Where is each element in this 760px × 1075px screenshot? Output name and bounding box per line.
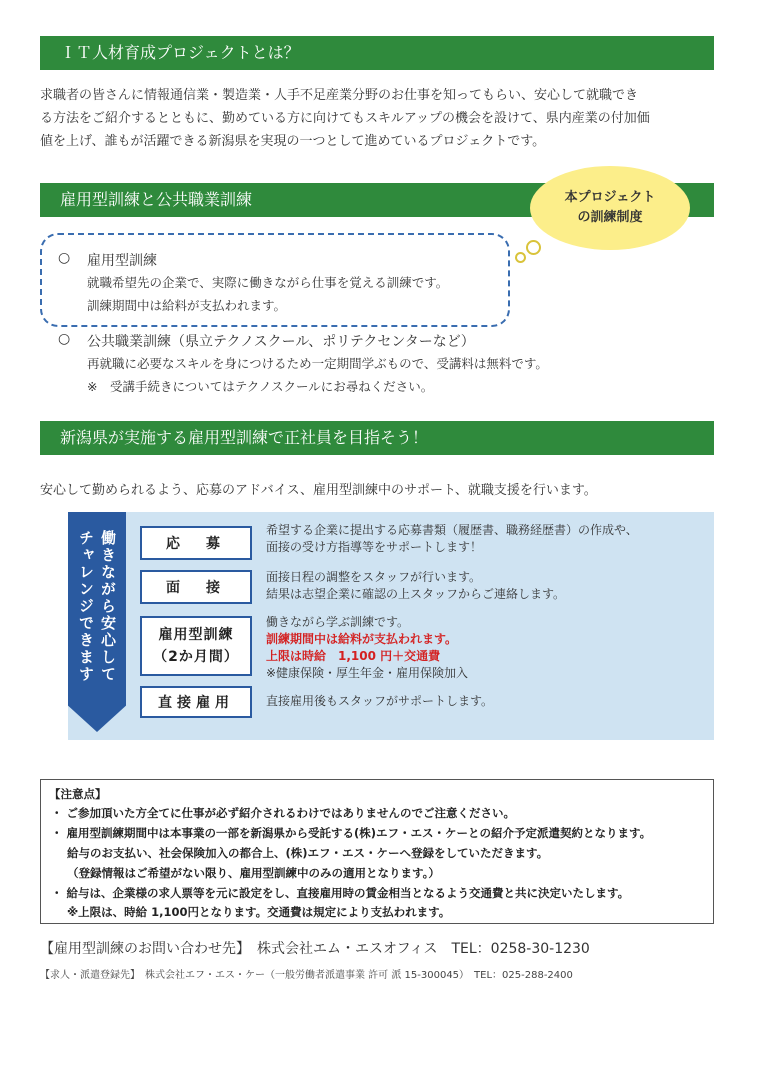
public-training-line: 再就職に必要なスキルを身につけるため一定期間学ぶもので、受講料は無料です。: [87, 356, 548, 371]
contact-main: 【雇用型訓練のお問い合わせ先】 株式会社エム・エスオフィス TEL：0258-30-1230: [40, 941, 590, 957]
step-line: 働きながら学ぶ訓練です。: [266, 615, 410, 629]
circle-bullet-icon: ○: [58, 331, 71, 347]
support-intro: 安心して勤められるよう、応募のアドバイス、雇用型訓練中のサポート、就職支援を行います。: [40, 483, 597, 498]
step-direct-hire-label: 直接雇用: [140, 686, 252, 718]
section-training-title: 雇用型訓練と公共職業訓練: [40, 183, 714, 217]
notes-box: [40, 779, 714, 924]
circle-bullet-icon: ○: [58, 250, 71, 266]
step-line: 結果は志望企業に確認の上スタッフからご連絡します。: [266, 587, 566, 601]
step-line: 希望する企業に提出する応募書類（履歴書、職務経歴書）の作成や、: [266, 523, 638, 537]
contact-registration: 【求人・派遣登録先】 株式会社エフ・エス・ケー（一般労働者派遣事業 許可 派 15-300045） TEL：025-288-2400: [40, 970, 573, 981]
notes-line: 給与のお支払い、社会保険加入の都合上、(株)エフ・エス・ケーへ登録をしていただきます。: [67, 846, 549, 860]
public-training-title: 公共職業訓練（県立テクノスクール、ポリテクセンターなど）: [87, 334, 475, 350]
section-regular-employment-title: 新潟県が実施する雇用型訓練で正社員を目指そう！: [40, 421, 714, 455]
step-application-description: [266, 522, 638, 556]
bubble-tail-dot: [515, 252, 526, 263]
step-label-line: （2か月間）: [153, 649, 239, 665]
employment-training-line: 訓練期間中は給料が支払われます。: [87, 298, 287, 313]
ribbon-text: 働きながら安心して: [99, 530, 117, 683]
description-line: 値を上げ、誰もが活躍できる新潟県を実現の一つとして進めているプロジェクトです。: [40, 134, 546, 149]
public-training-line: ※ 受講手続きについてはテクノスクールにお尋ねください。: [87, 379, 434, 394]
step-line: 面接日程の調整をスタッフが行います。: [266, 570, 482, 584]
description-line: る方法をご紹介するとともに、勤めている方に向けてもスキルアップの機会を設けて、県内産業の付加価: [40, 111, 650, 126]
step-interview-description: [266, 569, 565, 603]
notes-line: ・ ご参加頂いた方全てに仕事が必ず紹介されるわけではありませんのでご注意ください。: [51, 806, 515, 820]
step-interview-label: 面 接: [140, 570, 252, 604]
ribbon-text: チャレンジできます: [77, 530, 95, 683]
step-line: 面接の受け方指導等をサポートします！: [266, 540, 483, 554]
notes-line: ・ 給与は、企業様の求人票等を元に設定をし、直接雇用時の賃金相当となるよう交通費と共に決定いたします。: [51, 886, 630, 900]
step-application-label: 応 募: [140, 526, 252, 560]
section-it-project-title: ＩＴ人材育成プロジェクトとは？: [40, 36, 714, 70]
project-training-bubble: [530, 166, 690, 250]
step-label-line: 雇用型訓練: [158, 627, 234, 643]
bubble-line: の訓練制度: [577, 210, 643, 225]
step-line: ※健康保険・厚生年金・雇用保険加入: [266, 666, 469, 680]
bubble-line: 本プロジェクト: [564, 190, 656, 205]
notes-line: ※上限は、時給 1,100円となります。交通費は規定により支払われます。: [67, 905, 451, 919]
bubble-tail-dot: [526, 240, 541, 255]
step-direct-hire-description: 直接雇用後もスタッフがサポートします。: [266, 694, 494, 708]
notes-heading: 【注意点】: [49, 787, 107, 801]
section-it-project-description: [40, 84, 714, 153]
employment-training-line: 就職希望先の企業で、実際に働きながら仕事を覚える訓練です。: [87, 275, 449, 290]
wage-cap-note: 上限は時給 1,100 円＋交通費: [266, 649, 441, 663]
description-line: 求職者の皆さんに情報通信業・製造業・人手不足産業分野のお仕事を知ってもらい、安心して就職でき: [40, 88, 639, 103]
salary-paid-note: 訓練期間中は給料が支払われます。: [266, 632, 458, 646]
step-employment-training-description: [266, 614, 468, 682]
notes-line: （登録情報はご希望がない限り、雇用型訓練中のみの適用となります。）: [67, 866, 440, 880]
employment-training-title: 雇用型訓練: [87, 253, 157, 269]
step-employment-training-label: [140, 616, 252, 676]
notes-line: ・ 雇用型訓練期間中は本事業の一部を新潟県から受託する(株)エフ・エス・ケーとの紹介予定派遣契約となります。: [51, 826, 652, 840]
